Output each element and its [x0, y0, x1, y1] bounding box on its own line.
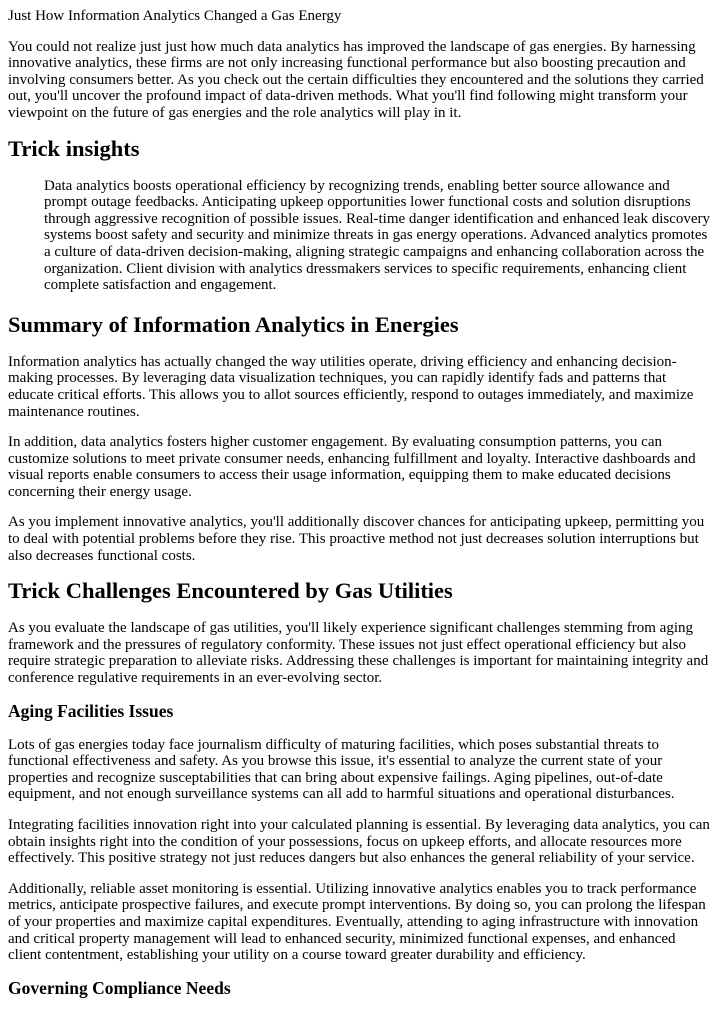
body-paragraph: In addition, data analytics fosters higher customer engagement. By evaluating consumption patterns, you can customize solutions to meet private consumer needs, enhancing fulfillment and loyalty. Interactive dashboards and visual reports enable consumers to access their usage information, equipping them to make educated decisions concerning their energy usage.	[8, 434, 696, 500]
body-paragraph: Additionally, reliable asset monitoring is essential. Utilizing innovative analytics enables you to track performance metrics, anticipate prospective failures, and execute prompt interventions. By doing so, you can prolong the lifespan of your properties and maximize capital expenditures. Eventually, attending to aging infrastructure with innovation and critical property management will lead to enhanced security, minimized functional expenses, and enhanced client contentment, establishing your utility on a course toward greater durability and efficiency.	[8, 880, 706, 964]
subsection-heading: Aging Facilities Issues	[8, 700, 174, 721]
body-paragraph: Information analytics has actually changed the way utilities operate, driving efficiency and enhancing decision-making processes. By leveraging data visualization techniques, you can rapidly identify fads and patterns that educate critical efforts. This allows you to allot sources efficiently, respond to outages immediately, and maximize maintenance routines.	[8, 353, 694, 420]
subsection-heading: Governing Compliance Needs	[8, 977, 231, 998]
body-paragraph: As you implement innovative analytics, you'll additionally discover chances for anticipating upkeep, permitting you to deal with potential problems before they rise. This proactive method not just decreases solution interruptions but also decreases functional costs.	[8, 514, 705, 564]
section-key-challenges	[8, 578, 712, 998]
section-heading: Trick Challenges Encountered by Gas Utilities	[8, 578, 453, 604]
document-title: Just How Information Analytics Changed a Gas Energy	[8, 8, 342, 24]
key-insights-quote	[44, 178, 712, 294]
body-paragraph: Lots of gas energies today face journalism difficulty of maturing facilities, which poses substantial threats to functional effectiveness and safety. As you browse this issue, it's essential to analyze the current state of your properties and recognize susceptabilities that can bring about expensive failings. Aging pipelines, out-of-date equipment, and not enough surveillance systems can all add to harmful situations and operational disturbances.	[8, 736, 675, 803]
body-paragraph: As you evaluate the landscape of gas utilities, you'll likely experience significant challenges stemming from aging framework and the pressures of regulatory conformity. These issues not just effect operational efficiency but also require strategic preparation to alleviate risks. Addressing these challenges is important for maintaining integrity and conference regulative requirements in an ever-evolving sector.	[8, 620, 709, 687]
intro-paragraph: You could not realize just just how much data analytics has improved the landscape of gas energies. By harnessing innovative analytics, these firms are not only increasing functional performance but also boosting precaution and involving consumers better. As you check out the certain difficulties they encountered and the solutions they carried out, you'll uncover the profound impact of data-driven methods. What you'll find following might transform your viewpoint on the future of gas energies and the role analytics will play in it.	[8, 38, 704, 121]
section-key-insights	[8, 136, 712, 294]
quote-text: Data analytics boosts operational efficiency by recognizing trends, enabling better source allowance and prompt outage feedbacks. Anticipating upkeep opportunities lower functional costs and solution disruptions through aggressive recognition of possible issues. Real-time danger identification and enhanced leak discovery systems boost safety and security and minimize threats in gas energy operations. Advanced analytics promotes a culture of data-driven decision-making, aligning strategic campaigns and enhancing collaboration across the organization. Client division with analytics dressmakers services to specific requirements, enhancing client complete satisfaction and engagement.	[44, 177, 711, 294]
body-paragraph: Integrating facilities innovation right into your calculated planning is essential. By leveraging data analytics, you can obtain insights right into the condition of your possessions, focus on upkeep efforts, and allocate resources more effectively. This positive strategy not just reduces dangers but also enhances the general reliability of your service.	[8, 817, 710, 867]
section-analytics-overview	[8, 312, 712, 565]
section-heading: Summary of Information Analytics in Energies	[8, 311, 459, 337]
section-heading: Trick insights	[8, 135, 140, 161]
